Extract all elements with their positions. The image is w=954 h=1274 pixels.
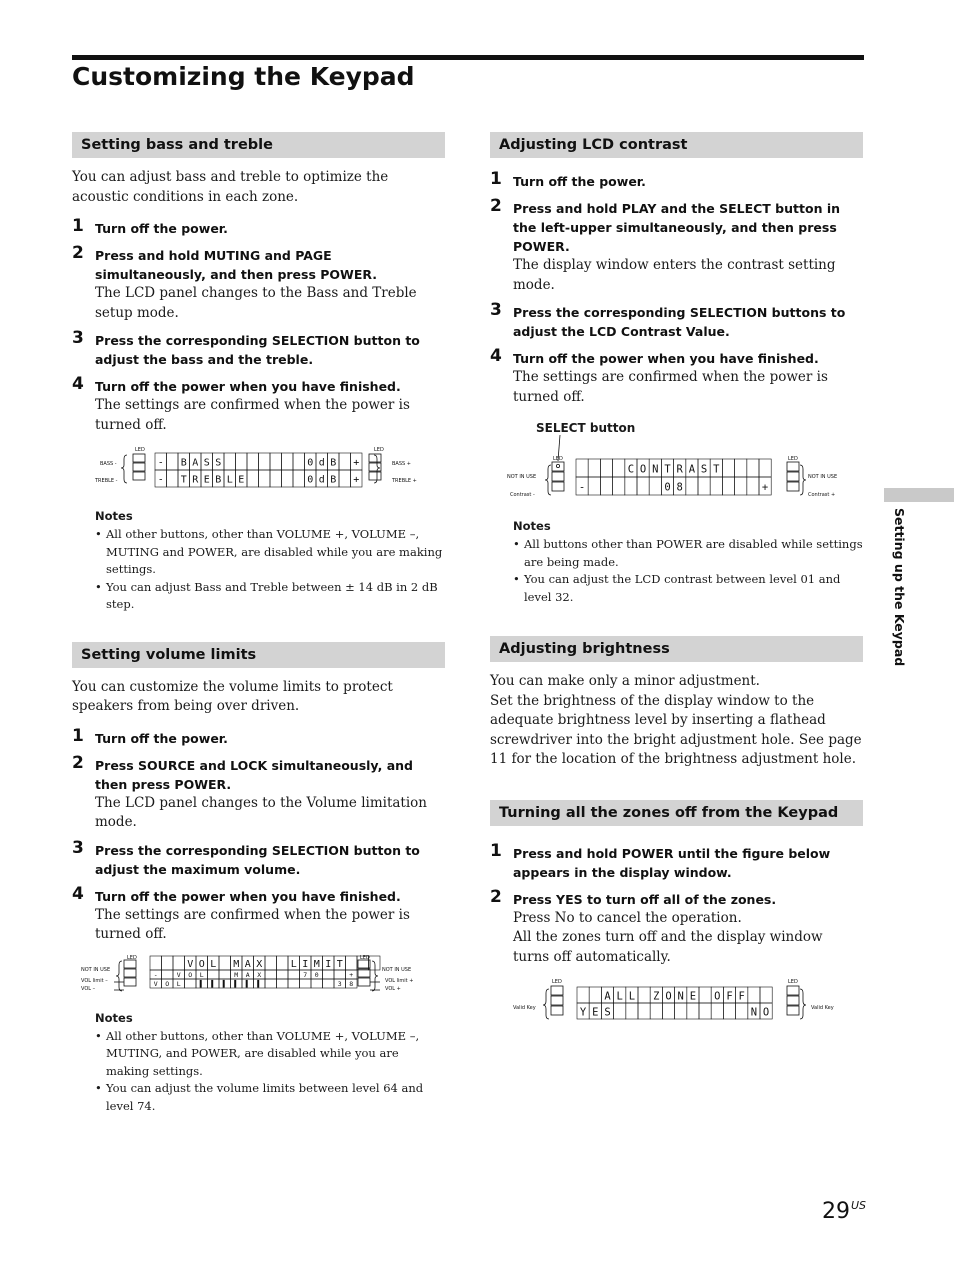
lcd-cell — [162, 956, 174, 970]
treble-minus-label: TREBLE - — [95, 478, 118, 484]
step-number: 4 — [490, 346, 502, 366]
led-label: LED — [360, 954, 370, 961]
lcd-char: - — [153, 970, 158, 979]
lcd-cell — [311, 979, 323, 988]
lcd-char: M — [233, 958, 240, 970]
lcd-char: T — [336, 958, 343, 970]
lcd-char: S — [203, 457, 210, 469]
contrast-lcd-figure — [490, 415, 863, 515]
step-number: 1 — [72, 216, 84, 236]
lcd-char: A — [688, 463, 696, 476]
lcd-cell — [588, 459, 600, 477]
note-item: • You can adjust Bass and Treble between ± 14 dB in 2 dB step. — [95, 579, 445, 614]
lcd-char: 0 — [307, 474, 314, 486]
lcd-char: - — [157, 457, 164, 469]
lcd-cell — [600, 459, 612, 477]
lcd-cell — [759, 459, 771, 477]
right-column — [490, 132, 863, 1023]
valid-key-right-label: Valid Key — [811, 1005, 834, 1011]
lcd-cell — [626, 1003, 638, 1019]
led-label: LED — [135, 447, 145, 453]
valid-key-left-label: Valid Key — [513, 1005, 536, 1011]
notes-heading: Notes — [513, 519, 551, 533]
treble-plus-label: TREBLE + — [392, 478, 417, 484]
lcd-cell — [219, 970, 231, 979]
brightness-line-1: You can make only a minor adjustment. — [490, 673, 760, 689]
lcd-cell — [339, 453, 351, 470]
lcd-char: N — [677, 990, 684, 1003]
lcd-char: O — [762, 1006, 770, 1019]
lcd-char: 0 — [314, 970, 319, 979]
volume-step-4 — [72, 883, 445, 945]
section-heading-volume: Setting volume limits — [72, 642, 445, 668]
page-title: Customizing the Keypad — [72, 62, 415, 91]
lcd-cell — [698, 477, 710, 495]
lcd-char: E — [238, 474, 245, 486]
lcd-cell — [675, 1003, 687, 1019]
lcd-char: ▌ — [199, 979, 204, 988]
lcd-cell — [288, 970, 300, 979]
lcd-cell — [150, 956, 162, 970]
step-description: The LCD panel changes to the Volume limitation mode. — [95, 794, 427, 830]
lcd-cell — [247, 470, 259, 487]
step-description: All the zones turn off and the display window turns off automatically. — [513, 929, 823, 965]
lcd-char: I — [302, 958, 309, 970]
lcd-cell — [687, 1003, 699, 1019]
lcd-cell — [323, 970, 335, 979]
lcd-char: B — [215, 474, 222, 486]
lcd-cell — [277, 956, 289, 970]
bass-treble-intro: You can adjust bass and treble to optimize the acoustic conditions in each zone. — [72, 169, 389, 205]
lcd-cell — [748, 987, 760, 1003]
step-description: The settings are confirmed when the power is turned off. — [95, 397, 410, 433]
step-number: 2 — [490, 196, 502, 216]
contrast-minus-label: Contrast - — [510, 492, 535, 498]
lcd-char: N — [750, 1006, 758, 1019]
page-number — [822, 1199, 866, 1224]
lcd-char: X — [256, 958, 263, 970]
zones-off-lcd-figure — [490, 975, 863, 1023]
lcd-char: X — [257, 970, 262, 979]
lcd-char: 7 — [303, 970, 308, 979]
lcd-char: F — [738, 990, 745, 1003]
zones-off-lcd-diagram — [490, 975, 863, 1023]
bass-step-4 — [72, 374, 445, 435]
vol-plus-label: VOL + — [385, 985, 401, 992]
lcd-char: L — [628, 990, 636, 1003]
lcd-char: d — [318, 474, 325, 486]
step-title: Press and hold POWER until the figure below appears in the display window. — [513, 845, 831, 880]
lcd-char: L — [226, 474, 233, 486]
lcd-cell — [650, 1003, 662, 1019]
step-description: The settings are confirmed when the power is turned off. — [513, 369, 828, 405]
lcd-cell — [167, 470, 179, 487]
not-in-use-label: NOT IN USE — [507, 474, 537, 480]
led-label: LED — [374, 447, 384, 453]
lcd-char: + — [761, 481, 769, 494]
lcd-cell — [723, 1003, 735, 1019]
step-title: Turn off the power when you have finished. — [95, 379, 401, 394]
lcd-char: S — [700, 463, 708, 476]
bass-step-3 — [72, 328, 445, 369]
lcd-cell — [265, 956, 277, 970]
lcd-char: B — [330, 457, 337, 469]
lcd-char: V — [187, 958, 194, 970]
lcd-char: A — [244, 958, 251, 970]
left-column — [72, 132, 445, 1115]
lcd-char: - — [157, 474, 164, 486]
lcd-cell — [162, 970, 174, 979]
lcd-character-grid — [150, 956, 380, 988]
step-description: Press No to cancel the operation. — [513, 909, 742, 926]
lcd-cell — [613, 459, 625, 477]
step-number: 4 — [72, 883, 84, 904]
lcd-cell — [747, 459, 759, 477]
step-number: 2 — [72, 752, 84, 773]
step-number: 3 — [490, 300, 502, 320]
lcd-char: A — [604, 990, 611, 1003]
volume-step-2 — [72, 752, 445, 833]
lcd-char: I — [325, 958, 332, 970]
lcd-cell — [662, 1003, 674, 1019]
contrast-step-1 — [490, 169, 863, 191]
lcd-cell — [277, 970, 289, 979]
step-number: 1 — [490, 840, 502, 861]
lcd-cell — [736, 1003, 748, 1019]
step-title: Press and hold MUTING and PAGE simultaneously, and then press POWER. — [95, 248, 377, 282]
section-heading-zones-off: Turning all the zones off from the Keypad — [490, 800, 863, 826]
lcd-char: M — [234, 970, 239, 979]
zones-step-2 — [490, 886, 863, 968]
step-title: Press the corresponding SELECTION button to adjust the maximum volume. — [95, 842, 420, 877]
lcd-cell — [588, 477, 600, 495]
lcd-cell — [247, 453, 259, 470]
lcd-cell — [699, 1003, 711, 1019]
lcd-cell — [185, 979, 197, 988]
lcd-cell — [710, 477, 722, 495]
lcd-cell — [711, 1003, 723, 1019]
bass-treble-notes — [72, 509, 445, 614]
lcd-cell — [282, 453, 294, 470]
contrast-notes — [490, 519, 863, 606]
lcd-cell — [747, 477, 759, 495]
volume-lcd-figure — [72, 953, 445, 999]
vol-limit-plus-label: VOL limit + — [385, 977, 414, 984]
lcd-char: L — [290, 958, 297, 970]
lcd-char: O — [714, 990, 721, 1003]
lcd-cell — [293, 453, 305, 470]
step-number: 3 — [72, 328, 84, 348]
lcd-char: L — [199, 970, 204, 979]
lcd-char: T — [713, 463, 720, 476]
volume-step-1 — [72, 725, 445, 748]
lcd-char: 0 — [307, 457, 314, 469]
lcd-cell — [236, 453, 248, 470]
lcd-char: O — [188, 970, 193, 979]
volume-intro: You can customize the volume limits to protect speakers from being over driven. — [72, 678, 393, 714]
lcd-char: A — [245, 970, 250, 979]
lcd-cell — [638, 987, 650, 1003]
note-item: • All other buttons, other than VOLUME +, VOLUME –, MUTING and POWER, are disabled while you are making settings. — [95, 526, 445, 579]
lcd-cell — [614, 1003, 626, 1019]
lcd-cell — [686, 477, 698, 495]
lcd-char: + — [353, 474, 360, 486]
lcd-char: 0 — [664, 481, 671, 494]
contrast-plus-label: Contrast + — [808, 492, 836, 498]
step-number: 2 — [72, 243, 84, 263]
lcd-character-grid — [155, 453, 362, 487]
lcd-cell — [722, 459, 734, 477]
notes-heading: Notes — [95, 509, 133, 523]
step-description: The settings are confirmed when the power is turned off. — [95, 906, 410, 942]
step-title: Press the corresponding SELECTION buttons to adjust the LCD Contrast Value. — [513, 305, 846, 339]
lcd-cell — [224, 453, 236, 470]
lcd-cell — [219, 956, 231, 970]
lcd-cell — [270, 470, 282, 487]
lcd-cell — [270, 453, 282, 470]
lcd-char: ▌ — [245, 979, 250, 988]
lcd-cell — [722, 477, 734, 495]
lcd-char: - — [578, 481, 586, 494]
contrast-step-4 — [490, 346, 863, 407]
page-number-value: 29 — [822, 1199, 850, 1224]
lcd-char: F — [726, 990, 733, 1003]
step-title: Turn off the power when you have finished. — [95, 888, 401, 904]
led-label: LED — [552, 979, 562, 985]
lcd-char: L — [210, 958, 217, 970]
lcd-char: ▌ — [211, 979, 216, 988]
lcd-cell — [277, 979, 289, 988]
not-in-use-label: NOT IN USE — [808, 474, 838, 480]
step-number: 3 — [72, 837, 84, 858]
page-number-suffix: US — [851, 1199, 867, 1212]
lcd-char: ▌ — [222, 979, 227, 988]
step-number: 4 — [72, 374, 84, 394]
lcd-char: M — [313, 958, 320, 970]
contrast-lcd-diagram — [490, 415, 863, 515]
zones-step-1 — [490, 840, 863, 882]
lcd-char: T — [664, 463, 671, 476]
lcd-cell — [300, 979, 312, 988]
contrast-step-2 — [490, 196, 863, 295]
lcd-char: 3 — [337, 979, 342, 988]
lcd-cell — [208, 970, 220, 979]
not-in-use-label: NOT IN USE — [382, 966, 412, 973]
lcd-cell — [649, 477, 661, 495]
lcd-character-grid — [576, 459, 771, 495]
bass-step-1 — [72, 216, 445, 238]
lcd-cell — [576, 459, 588, 477]
lcd-cell — [293, 470, 305, 487]
lcd-cell — [735, 477, 747, 495]
brightness-line-2: Set the brightness of the display window to the adequate brightness level by inserting a flathead screwdriver into the bright adjustment hole. See page 11 for the location of the brightness adjustment hole. — [490, 692, 862, 767]
lcd-char: O — [165, 979, 170, 988]
title-rule — [72, 55, 864, 60]
vol-limit-minus-label: VOL limit – — [81, 977, 108, 984]
lcd-cell — [613, 477, 625, 495]
volume-step-3 — [72, 837, 445, 879]
lcd-char: S — [215, 457, 222, 469]
section-heading-contrast: Adjusting LCD contrast — [490, 132, 863, 158]
led-label: LED — [788, 456, 798, 462]
bass-treble-lcd-figure — [72, 443, 445, 493]
volume-lcd-diagram — [72, 953, 445, 999]
lcd-cell — [259, 453, 271, 470]
lcd-cell — [167, 453, 179, 470]
step-number: 1 — [490, 169, 502, 189]
lcd-cell — [577, 987, 589, 1003]
lcd-cell — [282, 470, 294, 487]
bass-treble-lcd-diagram — [72, 443, 445, 493]
lcd-char: E — [592, 1006, 599, 1019]
bass-step-2 — [72, 243, 445, 323]
step-title: Turn off the power. — [513, 174, 646, 189]
lcd-char: V — [176, 970, 181, 979]
lcd-char: T — [180, 474, 187, 486]
step-description: The display window enters the contrast setting mode. — [513, 257, 836, 293]
lcd-cell — [600, 477, 612, 495]
bass-minus-label: BASS - — [100, 461, 117, 467]
lcd-char: d — [318, 457, 325, 469]
volume-notes — [72, 1011, 445, 1116]
lcd-cell — [265, 970, 277, 979]
lcd-char: + — [349, 970, 354, 979]
led-label: LED — [788, 979, 798, 985]
lcd-cell — [735, 459, 747, 477]
step-number: 2 — [490, 886, 502, 907]
lcd-char: + — [353, 457, 360, 469]
note-item: • All buttons other than POWER are disabled while settings are being made. — [513, 536, 863, 571]
led-label: LED — [127, 954, 137, 961]
step-title: Press SOURCE and LOCK simultaneously, and then press POWER. — [95, 757, 413, 792]
lcd-char: Z — [653, 990, 660, 1003]
step-title: Press the corresponding SELECTION button to adjust the bass and the treble. — [95, 333, 420, 367]
lcd-char: E — [203, 474, 210, 486]
lcd-cell — [637, 477, 649, 495]
lcd-char: C — [627, 463, 635, 476]
section-heading-brightness: Adjusting brightness — [490, 636, 863, 662]
lcd-char: B — [330, 474, 337, 486]
lcd-character-grid — [577, 987, 772, 1019]
lcd-char: N — [652, 463, 659, 476]
step-title: Press YES to turn off all of the zones. — [513, 891, 777, 907]
contrast-step-3 — [490, 300, 863, 341]
step-title: Turn off the power. — [95, 221, 228, 236]
led-label: LED — [553, 456, 563, 462]
note-item: • You can adjust the volume limits between level 64 and level 74. — [95, 1080, 445, 1115]
side-tab-bar — [884, 488, 954, 502]
step-title: Press and hold PLAY and the SELECT button in the left-upper simultaneously, and then press POWER. — [513, 201, 841, 254]
lcd-char: R — [192, 474, 199, 486]
lcd-cell — [346, 956, 358, 970]
lcd-char: O — [639, 463, 647, 476]
step-title: Turn off the power. — [95, 730, 228, 746]
lcd-cell — [760, 987, 772, 1003]
note-item: • You can adjust the LCD contrast between level 01 and level 32. — [513, 571, 863, 606]
lcd-cell — [699, 987, 711, 1003]
lcd-char: V — [153, 979, 158, 988]
step-title: Turn off the power when you have finished. — [513, 351, 819, 366]
lcd-cell — [339, 470, 351, 487]
lcd-char: ▌ — [257, 979, 262, 988]
lcd-cell — [638, 1003, 650, 1019]
lcd-cell — [625, 477, 637, 495]
lcd-cell — [259, 470, 271, 487]
side-section-label: Setting up the Keypad — [892, 508, 907, 667]
lcd-char: L — [616, 990, 623, 1003]
section-heading-bass-treble: Setting bass and treble — [72, 132, 445, 158]
lcd-cell — [334, 970, 346, 979]
lcd-char: E — [689, 990, 697, 1003]
not-in-use-label: NOT IN USE — [81, 966, 111, 973]
lcd-char: 8 — [676, 481, 683, 494]
vol-minus-label: VOL – — [81, 985, 96, 992]
lcd-char: O — [665, 990, 672, 1003]
lcd-char: R — [676, 463, 683, 476]
lcd-cell — [265, 979, 277, 988]
lcd-char: O — [198, 958, 205, 970]
lcd-cell — [288, 979, 300, 988]
lcd-cell — [589, 987, 601, 1003]
lcd-char: S — [604, 1006, 611, 1019]
notes-heading: Notes — [95, 1010, 133, 1025]
lcd-char: A — [192, 457, 199, 469]
lcd-cell — [323, 979, 335, 988]
lcd-cell — [173, 956, 185, 970]
lcd-char: B — [180, 457, 187, 469]
lcd-char: 8 — [349, 979, 354, 988]
select-button-label: SELECT button — [536, 421, 636, 435]
step-description: The LCD panel changes to the Bass and Treble setup mode. — [95, 285, 417, 321]
note-item: • All other buttons, other than VOLUME +, VOLUME –, MUTING, and POWER, are disabled while you are making settings. — [95, 1028, 445, 1081]
lcd-char: ▌ — [234, 979, 239, 988]
bass-plus-label: BASS + — [392, 461, 411, 467]
step-number: 1 — [72, 725, 84, 746]
lcd-char: Y — [579, 1006, 587, 1019]
lcd-char: L — [176, 979, 181, 988]
